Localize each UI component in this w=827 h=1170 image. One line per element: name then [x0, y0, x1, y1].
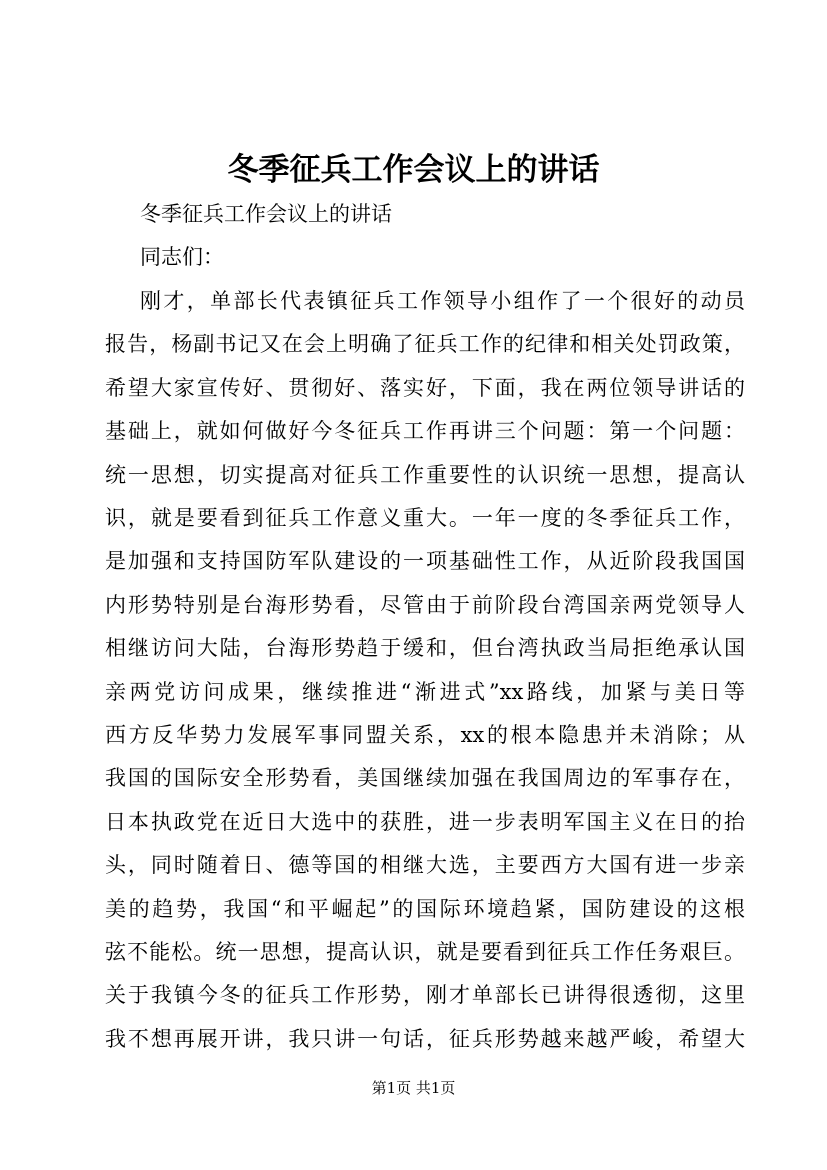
document-subtitle: 冬季征兵工作会议上的讲话	[140, 202, 392, 226]
body-text-line: 希望大家宣传好、贯彻好、落实好，下面，我在两位领导讲话的	[105, 375, 745, 400]
body-text-line: 头，同时随着日、德等国的相继大选，主要西方大国有进一步亲	[105, 853, 745, 878]
body-text-line: 刚才，单部长代表镇征兵工作领导小组作了一个很好的动员	[140, 289, 745, 313]
body-text-line: 亲两党访问成果，继续推进“渐进式”xx路线，加紧与美日等	[105, 679, 745, 704]
body-text-line: 统一思想，切实提高对征兵工作重要性的认识统一思想，提高认	[105, 462, 745, 487]
body-text-line: 报告，杨副书记又在会上明确了征兵工作的纪律和相关处罚政策，	[105, 332, 745, 357]
body-text-line: 相继访问大陆，台海形势趋于缓和，但台湾执政当局拒绝承认国	[105, 636, 745, 661]
body-text-line: 日本执政党在近日大选中的获胜，进一步表明军国主义在日的抬	[105, 809, 745, 834]
body-text-line: 西方反华势力发展军事同盟关系，xx的根本隐患并未消除；从	[105, 723, 745, 747]
document-title: 冬季征兵工作会议上的讲话	[227, 152, 600, 188]
body-text-line: 我不想再展开讲，我只讲一句话，征兵形势越来越严峻，希望大	[105, 1026, 745, 1051]
body-text-line: 我国的国际安全形势看，美国继续加强在我国周边的军事存在，	[105, 766, 745, 791]
salutation: 同志们：	[140, 245, 224, 269]
body-text-line: 识，就是要看到征兵工作意义重大。一年一度的冬季征兵工作，	[105, 506, 745, 530]
body-text-line: 弦不能松。统一思想，提高认识，就是要看到征兵工作任务艰巨。	[105, 940, 745, 964]
body-text-line: 基础上，就如何做好今冬征兵工作再讲三个问题：第一个问题：	[105, 419, 745, 444]
body-text-line: 是加强和支持国防军队建设的一项基础性工作，从近阶段我国国	[105, 549, 745, 574]
body-text-line: 美的趋势，我国“和平崛起”的国际环境趋紧，国防建设的这根	[105, 896, 745, 921]
page-number-footer: 第1页 共1页	[371, 1079, 456, 1097]
body-text-line: 关于我镇今冬的征兵工作形势，刚才单部长已讲得很透彻，这里	[105, 983, 745, 1008]
body-text-line: 内形势特别是台海形势看，尽管由于前阶段台湾国亲两党领导人	[105, 592, 745, 617]
